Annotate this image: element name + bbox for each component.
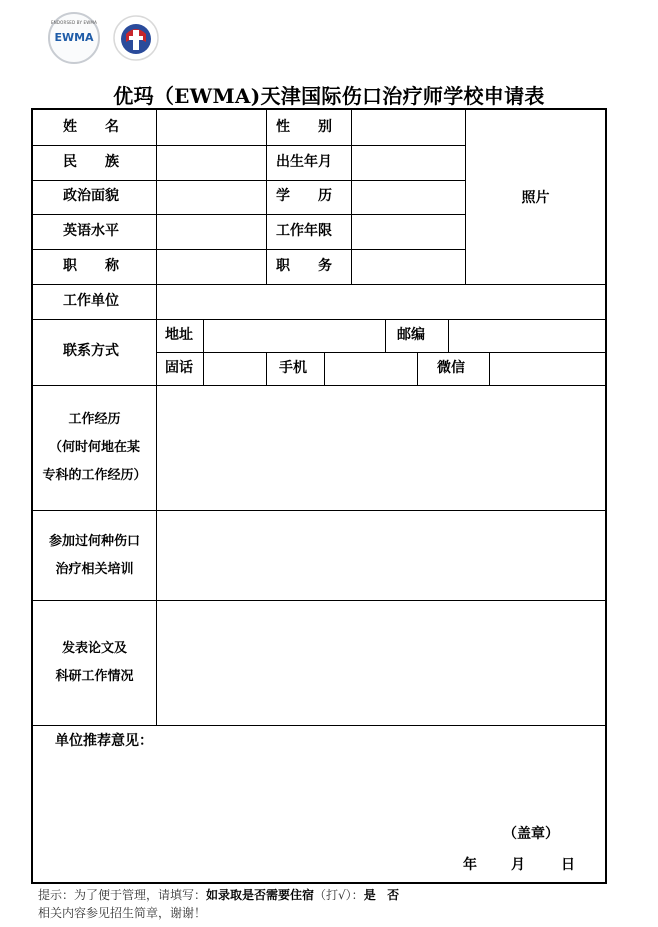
- employer-field[interactable]: [157, 285, 605, 319]
- name-label: 姓 名: [63, 119, 119, 135]
- postcode-field[interactable]: [449, 320, 605, 352]
- employer-label: 工作单位: [63, 293, 119, 309]
- ewma-logo-ring-text: ENDORSED BY EWMA: [50, 20, 98, 25]
- logo-area: [48, 12, 168, 64]
- col-line: [266, 110, 267, 284]
- name-field[interactable]: [157, 110, 265, 145]
- ethnicity-field[interactable]: [157, 146, 265, 180]
- contact-label: 联系方式: [63, 343, 119, 359]
- position-label: 职 务: [276, 258, 332, 274]
- address-field[interactable]: [204, 320, 384, 352]
- work-experience-field[interactable]: [157, 386, 605, 510]
- papers-label-line-1: 发表论文及: [61, 641, 127, 656]
- gender-field[interactable]: [352, 110, 464, 145]
- ewma-logo: [48, 12, 100, 64]
- political-status-label: 政治面貌: [63, 188, 119, 204]
- political-status-field[interactable]: [157, 181, 265, 214]
- address-label: 地址: [165, 327, 193, 343]
- papers-label-cell: [33, 601, 156, 725]
- ethnicity-label: 民 族: [63, 154, 119, 170]
- photo-box[interactable]: [466, 110, 605, 284]
- footer-no-option[interactable]: 否: [387, 888, 400, 902]
- professional-title-field[interactable]: [157, 250, 265, 284]
- footer-tick-hint: （打√）：: [314, 888, 364, 902]
- recommendation-label: 单位推荐意见：: [55, 733, 153, 749]
- col-line: [385, 319, 386, 352]
- month-label: 月: [511, 857, 525, 873]
- education-field[interactable]: [352, 181, 464, 214]
- papers-field[interactable]: [157, 601, 605, 725]
- seal-label: （盖章）: [503, 826, 559, 842]
- work-years-label: 工作年限: [276, 223, 332, 239]
- col-line: [266, 352, 267, 385]
- application-form-table: [31, 108, 607, 884]
- work-years-field[interactable]: [352, 215, 464, 249]
- training-label-cell: [33, 511, 156, 600]
- birth-date-label: 出生年月: [276, 154, 332, 170]
- col-line: [417, 352, 418, 385]
- training-label-line-1: 参加过何种伤口: [48, 533, 140, 549]
- footer-accommodation-question: 如录取是否需要住宿: [206, 888, 315, 902]
- work-experience-label-cell: [33, 386, 156, 510]
- year-label: 年: [463, 857, 477, 873]
- postcode-label: 邮编: [397, 327, 425, 343]
- training-label-line-2: 治疗相关培训: [55, 561, 134, 577]
- work-experience-label: 工作经历: [68, 412, 121, 427]
- education-label: 学 历: [276, 188, 332, 204]
- wechat-field[interactable]: [490, 353, 605, 385]
- footer-note-2: 相关内容参见招生简章，谢谢！: [38, 906, 207, 920]
- birth-date-field[interactable]: [352, 146, 464, 180]
- english-level-label: 英语水平: [63, 223, 119, 239]
- position-field[interactable]: [352, 250, 464, 284]
- photo-label: 照片: [521, 190, 550, 206]
- mobile-field[interactable]: [325, 353, 417, 385]
- tianjin-school-logo: [112, 14, 160, 62]
- form-title: 优玛（EWMA)天津国际伤口治疗师学校申请表: [113, 84, 545, 108]
- english-level-field[interactable]: [157, 215, 265, 249]
- training-field[interactable]: [157, 511, 605, 600]
- day-label: 日: [561, 857, 575, 873]
- footer-prefix: 提示：为了便于管理，请填写：: [38, 888, 207, 902]
- work-experience-hint-1: （何时何地在某: [48, 440, 140, 455]
- landline-label: 固话: [165, 360, 193, 376]
- ewma-logo-mark: EWMA: [54, 31, 94, 44]
- gender-label: 性 别: [276, 119, 332, 135]
- footer-note-1: [38, 886, 399, 903]
- footer-yes-option[interactable]: 是: [363, 888, 376, 902]
- landline-field[interactable]: [204, 353, 266, 385]
- professional-title-label: 职 称: [63, 258, 119, 274]
- papers-label-line-2: 科研工作情况: [55, 669, 134, 684]
- wechat-label: 微信: [437, 360, 465, 376]
- work-experience-hint-2: 专科的工作经历）: [42, 468, 147, 483]
- mobile-label: 手机: [279, 360, 307, 376]
